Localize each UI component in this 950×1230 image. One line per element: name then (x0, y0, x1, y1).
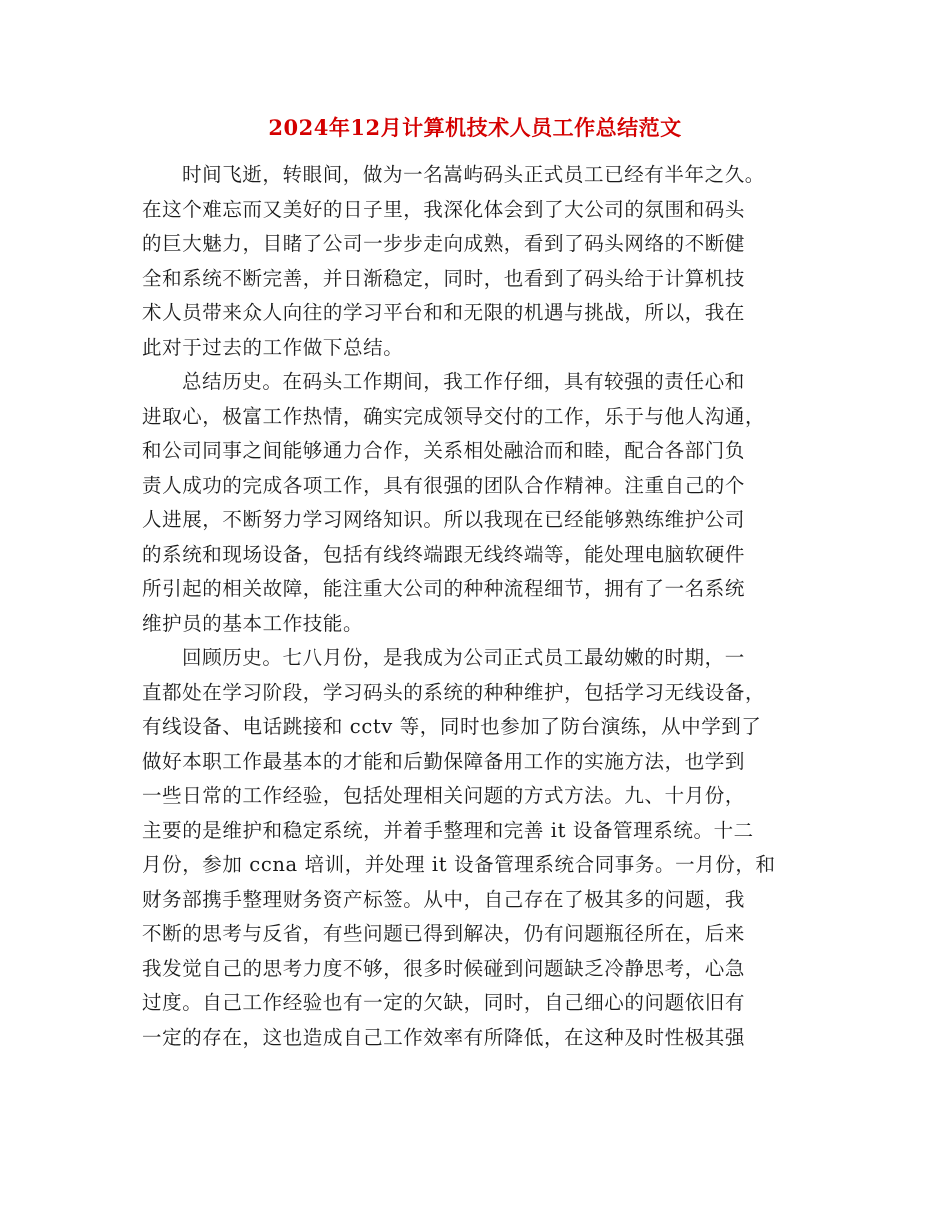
text-line: 此对于过去的工作做下总结。 (142, 335, 404, 359)
text-line: 做好本职工作最基本的才能和后勤保障备用工作的实施方法，也学到 (142, 749, 746, 773)
text-line: 月份，参加 ccna 培训，并处理 it 设备管理系统合同事务。一月份，和 (142, 853, 776, 876)
text-line: 过度。自己工作经验也有一定的欠缺，同时，自己细心的问题依旧有 (142, 991, 746, 1014)
text-line: 的巨大魅力，目睹了公司一步步走向成熟，看到了码头网络的不断健 (142, 232, 746, 255)
text-line: 所引起的相关故障，能注重大公司的种种流程细节，拥有了一名系统 (142, 577, 746, 600)
text-line: 直都处在学习阶段，学习码头的系统的种种维护，包括学习无线设备， (142, 680, 766, 704)
text-line: 术人员带来众人向往的学习平台和和无限的机遇与挑战，所以，我在 (142, 301, 746, 324)
text-line: 我发觉自己的思考力度不够，很多时候碰到问题缺乏冷静思考，心急 (142, 956, 746, 980)
text-line: 维护员的基本工作技能。 (142, 611, 364, 635)
text-line: 人进展，不断努力学习网络知识。所以我现在已经能够熟练维护公司 (142, 508, 746, 531)
document-body (142, 158, 822, 1055)
text-line: 主要的是维护和稳定系统，并着手整理和完善 it 设备管理系统。十二 (142, 818, 754, 842)
text-line: 和公司同事之间能够通力合作，关系相处融洽而和睦，配合各部门负 (142, 439, 746, 462)
text-line: 有线设备、电话跳接和 cctv 等，同时也参加了防台演练，从中学到了 (142, 715, 762, 738)
text-line: 不断的思考与反省，有些问题已得到解决，仍有问题瓶径所在，后来 (142, 922, 746, 945)
text-line: 时间飞逝，转眼间，做为一名嵩屿码头正式员工已经有半年之久。 (182, 163, 765, 186)
text-line: 财务部携手整理财务资产标签。从中，自己存在了极其多的问题，我 (142, 887, 746, 911)
text-line: 责人成功的完成各项工作，具有很强的团队合作精神。注重自己的个 (142, 473, 746, 497)
text-line: 总结历史。在码头工作期间，我工作仔细，具有较强的责任心和 (182, 370, 745, 393)
text-line: 一定的存在，这也造成自己工作效率有所降低，在这种及时性极其强 (142, 1025, 746, 1049)
text-line: 全和系统不断完善，并日渐稳定，同时，也看到了码头给于计算机技 (142, 266, 746, 290)
text-line: 进取心，极富工作热情，确实完成领导交付的工作，乐于与他人沟通， (142, 404, 766, 428)
document-title: 2024年12月计算机技术人员工作总结范文 (268, 115, 682, 140)
text-line: 在这个难忘而又美好的日子里，我深化体会到了大公司的氛围和码头 (142, 197, 746, 221)
text-line: 一些日常的工作经验，包括处理相关问题的方式方法。九、十月份， (142, 784, 746, 807)
text-line: 回顾历史。七八月份，是我成为公司正式员工最幼嫩的时期，一 (182, 646, 745, 669)
text-line: 的系统和现场设备，包括有线终端跟无线终端等，能处理电脑软硬件 (142, 542, 746, 566)
